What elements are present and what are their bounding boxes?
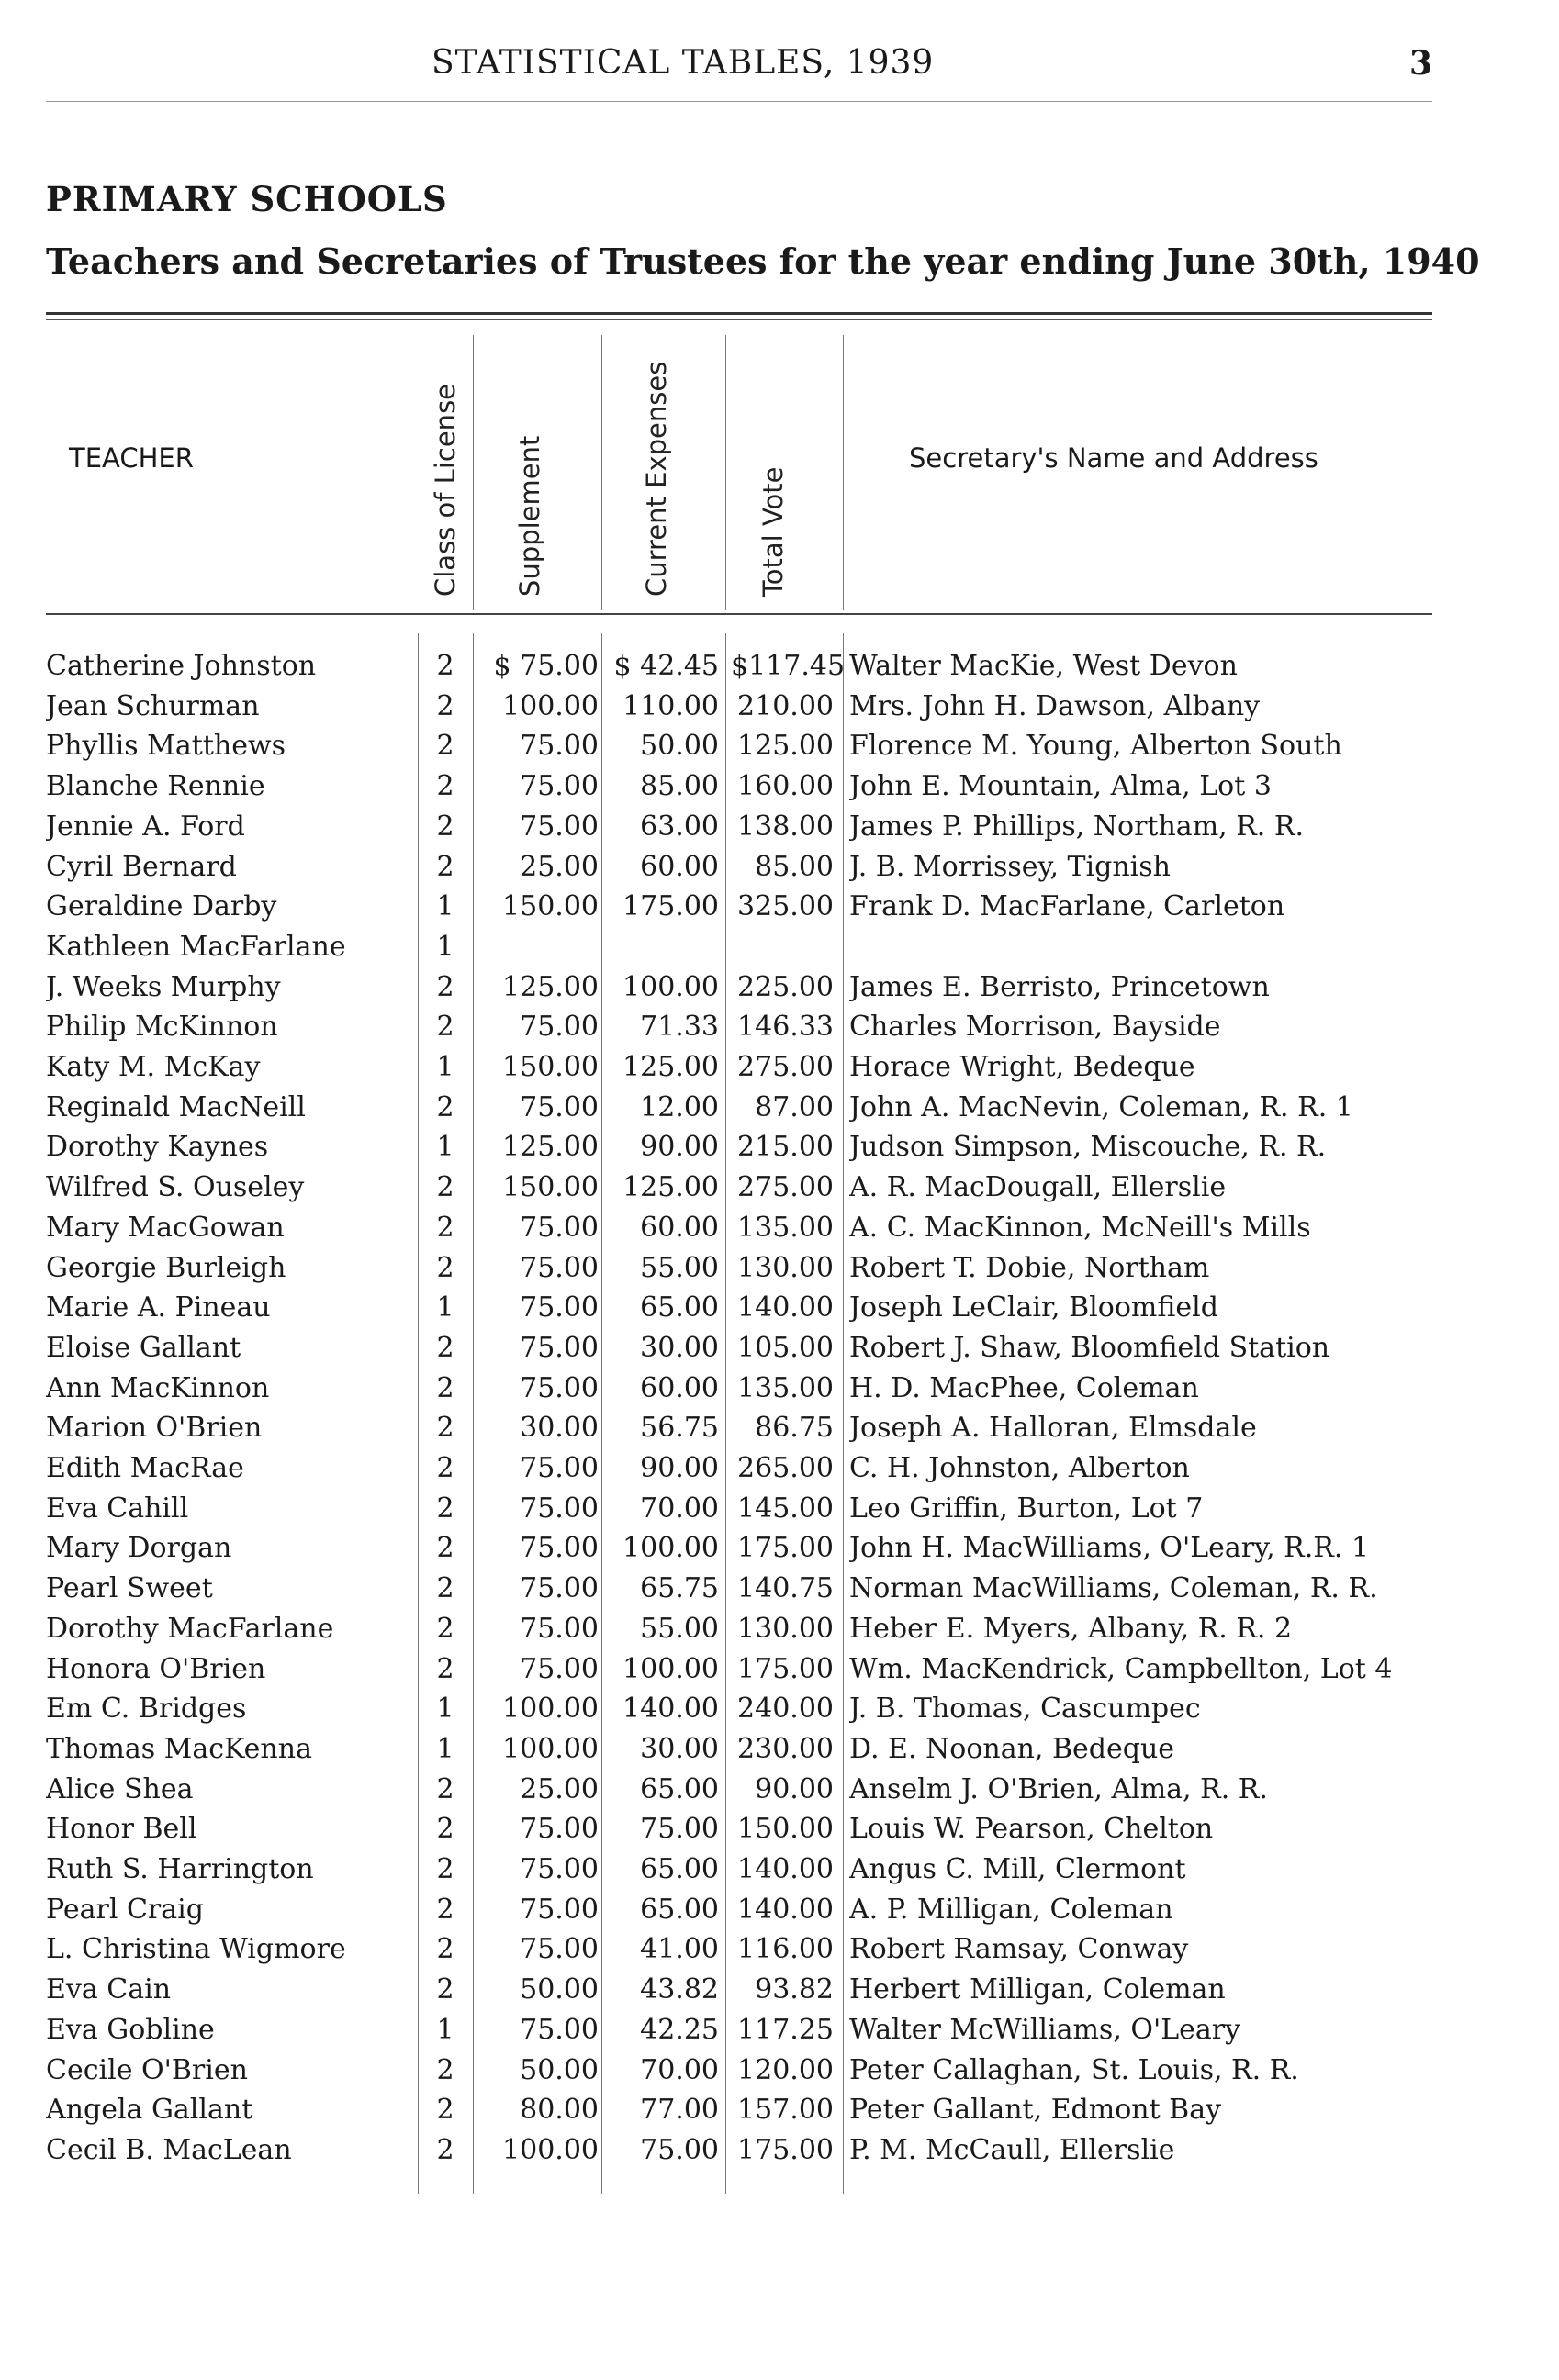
supplement-cell: 25.00 bbox=[520, 1772, 599, 1805]
class-cell: 2 bbox=[436, 689, 454, 722]
class-cell: 2 bbox=[436, 1412, 454, 1445]
class-cell: 2 bbox=[436, 2133, 454, 2166]
table-row bbox=[0, 1773, 1559, 1814]
total-vote-cell: 135.00 bbox=[737, 1211, 834, 1244]
class-cell: 2 bbox=[436, 1452, 454, 1484]
teacher-cell: Eva Gobline bbox=[46, 2013, 215, 2046]
total-vote-cell: 325.00 bbox=[737, 890, 834, 923]
secretary-cell: Angus C. Mill, Clermont bbox=[849, 1853, 1186, 1885]
secretary-cell: Anselm J. O'Brien, Alma, R. R. bbox=[849, 1772, 1268, 1805]
total-vote-cell: 275.00 bbox=[737, 1051, 834, 1083]
header-teacher: TEACHER bbox=[69, 442, 194, 474]
table-row bbox=[0, 2094, 1559, 2134]
secretary-cell: Judson Simpson, Miscouche, R. R. bbox=[849, 1131, 1327, 1164]
table-row bbox=[0, 971, 1559, 1011]
current-expenses-cell: 50.00 bbox=[640, 730, 719, 763]
supplement-cell: 75.00 bbox=[520, 1011, 599, 1044]
secretary-cell: Charles Morrison, Bayside bbox=[849, 1011, 1221, 1044]
secretary-cell: Mrs. John H. Dawson, Albany bbox=[849, 689, 1261, 722]
secretary-cell: Leo Griffin, Burton, Lot 7 bbox=[849, 1492, 1204, 1525]
subtitle: Teachers and Secretaries of Trustees for the year ending June 30th, 1940 bbox=[46, 240, 1480, 282]
supplement-cell: 75.00 bbox=[520, 1813, 599, 1846]
header-rule bbox=[46, 101, 1432, 102]
current-expenses-cell: 75.00 bbox=[640, 2133, 719, 2166]
class-cell: 2 bbox=[436, 1211, 454, 1244]
teacher-cell: Philip McKinnon bbox=[46, 1011, 278, 1044]
teacher-cell: Georgie Burleigh bbox=[46, 1251, 286, 1284]
teacher-cell: Pearl Sweet bbox=[46, 1572, 213, 1605]
current-expenses-cell: 30.00 bbox=[640, 1331, 719, 1364]
secretary-cell: Wm. MacKendrick, Campbellton, Lot 4 bbox=[849, 1652, 1393, 1685]
class-cell: 2 bbox=[436, 1612, 454, 1645]
supplement-cell: 75.00 bbox=[520, 810, 599, 843]
class-cell: 2 bbox=[436, 1893, 454, 1926]
teacher-cell: Marie A. Pineau bbox=[46, 1291, 271, 1324]
current-expenses-cell: 60.00 bbox=[640, 1211, 719, 1244]
supplement-cell: 100.00 bbox=[502, 689, 599, 722]
header-class-of-license: Class of License bbox=[430, 383, 461, 597]
supplement-cell: 75.00 bbox=[520, 1893, 599, 1926]
total-vote-cell: 157.00 bbox=[737, 2094, 834, 2127]
current-expenses-cell: 100.00 bbox=[622, 1652, 719, 1685]
teacher-cell: Thomas MacKenna bbox=[46, 1732, 312, 1765]
secretary-cell: John H. MacWilliams, O'Leary, R.R. 1 bbox=[849, 1532, 1370, 1565]
table-row bbox=[0, 1091, 1559, 1132]
class-cell: 1 bbox=[436, 1291, 454, 1324]
header-divider-2 bbox=[601, 335, 602, 610]
supplement-cell: 50.00 bbox=[520, 2053, 599, 2086]
table-row bbox=[0, 1412, 1559, 1452]
supplement-cell: 50.00 bbox=[520, 1973, 599, 2006]
teacher-cell: Eva Cahill bbox=[46, 1492, 189, 1525]
teacher-cell: Dorothy Kaynes bbox=[46, 1131, 269, 1164]
total-vote-cell: 140.75 bbox=[737, 1572, 834, 1605]
teacher-cell: Dorothy MacFarlane bbox=[46, 1612, 334, 1645]
class-cell: 2 bbox=[436, 1371, 454, 1404]
current-expenses-cell: 75.00 bbox=[640, 1813, 719, 1846]
total-vote-cell: 175.00 bbox=[737, 2133, 834, 2166]
supplement-cell: 75.00 bbox=[520, 1572, 599, 1605]
class-cell: 2 bbox=[436, 1572, 454, 1605]
current-expenses-cell: 65.00 bbox=[640, 1853, 719, 1885]
class-cell: 1 bbox=[436, 1051, 454, 1083]
table-top-rule-2 bbox=[46, 319, 1432, 320]
header-total-vote: Total Vote bbox=[757, 466, 789, 597]
secretary-cell: Joseph LeClair, Bloomfield bbox=[849, 1291, 1218, 1324]
table-row bbox=[0, 1252, 1559, 1292]
secretary-cell: J. B. Morrissey, Tignish bbox=[849, 850, 1171, 883]
teacher-cell: Catherine Johnston bbox=[46, 650, 317, 682]
current-expenses-cell: 56.75 bbox=[640, 1412, 719, 1445]
table-row bbox=[0, 730, 1559, 770]
total-vote-cell: 116.00 bbox=[737, 1933, 834, 1966]
section-title: PRIMARY SCHOOLS bbox=[46, 179, 448, 219]
current-expenses-cell: 30.00 bbox=[640, 1732, 719, 1765]
table-row bbox=[0, 1813, 1559, 1853]
class-cell: 2 bbox=[436, 1090, 454, 1123]
current-expenses-cell: 12.00 bbox=[640, 1090, 719, 1123]
teacher-cell: Marion O'Brien bbox=[46, 1412, 263, 1445]
secretary-cell: J. B. Thomas, Cascumpec bbox=[849, 1693, 1201, 1726]
total-vote-cell: 140.00 bbox=[737, 1291, 834, 1324]
teacher-cell: Phyllis Matthews bbox=[46, 730, 286, 763]
teacher-cell: Geraldine Darby bbox=[46, 890, 277, 923]
table-row bbox=[0, 810, 1559, 851]
table-row bbox=[0, 650, 1559, 690]
secretary-cell: Robert Ramsay, Conway bbox=[849, 1933, 1189, 1966]
table-row bbox=[0, 1613, 1559, 1653]
total-vote-cell: 175.00 bbox=[737, 1532, 834, 1565]
total-vote-cell: 138.00 bbox=[737, 810, 834, 843]
secretary-cell: Florence M. Young, Alberton South bbox=[849, 730, 1342, 763]
header-divider-4 bbox=[843, 335, 844, 610]
secretary-cell: C. H. Johnston, Alberton bbox=[849, 1452, 1190, 1484]
supplement-cell: 100.00 bbox=[502, 1693, 599, 1726]
total-vote-cell: 146.33 bbox=[737, 1011, 834, 1044]
secretary-cell: Robert T. Dobie, Northam bbox=[849, 1251, 1210, 1284]
total-vote-cell: 117.25 bbox=[737, 2013, 834, 2046]
class-cell: 2 bbox=[436, 1652, 454, 1685]
current-expenses-cell: 90.00 bbox=[640, 1452, 719, 1484]
teacher-cell: Honora O'Brien bbox=[46, 1652, 266, 1685]
teacher-cell: Jennie A. Ford bbox=[46, 810, 245, 843]
table-row bbox=[0, 2054, 1559, 2095]
total-vote-cell: 87.00 bbox=[755, 1090, 834, 1123]
class-cell: 2 bbox=[436, 1772, 454, 1805]
class-cell: 2 bbox=[436, 1973, 454, 2006]
total-vote-cell: 130.00 bbox=[737, 1612, 834, 1645]
secretary-cell: Norman MacWilliams, Coleman, R. R. bbox=[849, 1572, 1378, 1605]
current-expenses-cell: 63.00 bbox=[640, 810, 719, 843]
current-expenses-cell: 90.00 bbox=[640, 1131, 719, 1164]
secretary-cell: Frank D. MacFarlane, Carleton bbox=[849, 890, 1285, 923]
secretary-cell: James P. Phillips, Northam, R. R. bbox=[849, 810, 1304, 843]
total-vote-cell: 275.00 bbox=[737, 1171, 834, 1204]
total-vote-cell: 160.00 bbox=[737, 770, 834, 803]
total-vote-cell: 210.00 bbox=[737, 689, 834, 722]
total-vote-cell: 150.00 bbox=[737, 1813, 834, 1846]
supplement-cell: 100.00 bbox=[502, 2133, 599, 2166]
teacher-cell: Mary MacGowan bbox=[46, 1211, 285, 1244]
supplement-cell: 150.00 bbox=[502, 890, 599, 923]
current-expenses-cell: 65.00 bbox=[640, 1772, 719, 1805]
total-vote-cell: 135.00 bbox=[737, 1371, 834, 1404]
page-number: 3 bbox=[1409, 44, 1433, 83]
header-supplement: Supplement bbox=[514, 435, 545, 597]
teacher-cell: Pearl Craig bbox=[46, 1893, 204, 1926]
class-cell: 1 bbox=[436, 930, 454, 963]
class-cell: 2 bbox=[436, 2053, 454, 2086]
supplement-cell: 80.00 bbox=[520, 2094, 599, 2127]
class-cell: 2 bbox=[436, 810, 454, 843]
total-vote-cell: 120.00 bbox=[737, 2053, 834, 2086]
secretary-cell: H. D. MacPhee, Coleman bbox=[849, 1371, 1199, 1404]
secretary-cell: John E. Mountain, Alma, Lot 3 bbox=[849, 770, 1272, 803]
total-vote-cell: 265.00 bbox=[737, 1452, 834, 1484]
table-row bbox=[0, 1532, 1559, 1572]
teacher-cell: Honor Bell bbox=[46, 1813, 197, 1846]
supplement-cell: 125.00 bbox=[502, 970, 599, 1003]
current-expenses-cell: 55.00 bbox=[640, 1251, 719, 1284]
secretary-cell: A. P. Milligan, Coleman bbox=[849, 1893, 1173, 1926]
current-expenses-cell: 77.00 bbox=[640, 2094, 719, 2127]
current-expenses-cell: 85.00 bbox=[640, 770, 719, 803]
class-cell: 2 bbox=[436, 1011, 454, 1044]
supplement-cell: 75.00 bbox=[520, 1532, 599, 1565]
supplement-cell: 75.00 bbox=[520, 1652, 599, 1685]
secretary-cell: Horace Wright, Bedeque bbox=[849, 1051, 1195, 1083]
header-bottom-rule bbox=[46, 613, 1432, 615]
current-expenses-cell: 65.75 bbox=[640, 1572, 719, 1605]
secretary-cell: A. R. MacDougall, Ellerslie bbox=[849, 1171, 1227, 1204]
secretary-cell: D. E. Noonan, Bedeque bbox=[849, 1732, 1175, 1765]
current-expenses-cell: $ 42.45 bbox=[613, 650, 719, 682]
supplement-cell: 150.00 bbox=[502, 1171, 599, 1204]
table-row bbox=[0, 1492, 1559, 1533]
table-row bbox=[0, 890, 1559, 931]
teacher-cell: Cecil B. MacLean bbox=[46, 2133, 292, 2166]
teacher-cell: Eva Cain bbox=[46, 1973, 172, 2006]
secretary-cell: John A. MacNevin, Coleman, R. R. 1 bbox=[849, 1090, 1353, 1123]
teacher-cell: Em C. Bridges bbox=[46, 1693, 247, 1726]
total-vote-cell: 175.00 bbox=[737, 1652, 834, 1685]
teacher-cell: L. Christina Wigmore bbox=[46, 1933, 346, 1966]
secretary-cell: A. C. MacKinnon, McNeill's Mills bbox=[849, 1211, 1311, 1244]
supplement-cell: 75.00 bbox=[520, 2013, 599, 2046]
table-row bbox=[0, 1171, 1559, 1212]
supplement-cell: 75.00 bbox=[520, 770, 599, 803]
table-row bbox=[0, 690, 1559, 731]
class-cell: 2 bbox=[436, 1813, 454, 1846]
supplement-cell: 30.00 bbox=[520, 1412, 599, 1445]
supplement-cell: 75.00 bbox=[520, 1090, 599, 1123]
teacher-cell: Wilfred S. Ouseley bbox=[46, 1171, 305, 1204]
current-expenses-cell: 65.00 bbox=[640, 1893, 719, 1926]
teacher-cell: Angela Gallant bbox=[46, 2094, 253, 2127]
total-vote-cell: 140.00 bbox=[737, 1893, 834, 1926]
supplement-cell: 75.00 bbox=[520, 1492, 599, 1525]
total-vote-cell: 230.00 bbox=[737, 1732, 834, 1765]
current-expenses-cell: 60.00 bbox=[640, 1371, 719, 1404]
total-vote-cell: 125.00 bbox=[737, 730, 834, 763]
supplement-cell: 125.00 bbox=[502, 1131, 599, 1164]
table-row bbox=[0, 851, 1559, 891]
table-row bbox=[0, 1853, 1559, 1894]
teacher-cell: Edith MacRae bbox=[46, 1452, 244, 1484]
current-expenses-cell: 65.00 bbox=[640, 1291, 719, 1324]
total-vote-cell: 145.00 bbox=[737, 1492, 834, 1525]
total-vote-cell: 240.00 bbox=[737, 1693, 834, 1726]
table-row bbox=[0, 1291, 1559, 1332]
class-cell: 1 bbox=[436, 1732, 454, 1765]
table-row bbox=[0, 931, 1559, 971]
table-row bbox=[0, 1332, 1559, 1372]
header-current-expenses: Current Expenses bbox=[641, 361, 672, 597]
running-header bbox=[0, 44, 1559, 99]
current-expenses-cell: 125.00 bbox=[622, 1051, 719, 1083]
table-row bbox=[0, 1733, 1559, 1773]
secretary-cell: Walter McWilliams, O'Leary bbox=[849, 2013, 1241, 2046]
teacher-cell: Jean Schurman bbox=[46, 689, 260, 722]
table-row bbox=[0, 1011, 1559, 1051]
supplement-cell: 75.00 bbox=[520, 1612, 599, 1645]
current-expenses-cell: 71.33 bbox=[640, 1011, 719, 1044]
teacher-cell: Ann MacKinnon bbox=[46, 1371, 270, 1404]
class-cell: 2 bbox=[436, 650, 454, 682]
teacher-cell: Eloise Gallant bbox=[46, 1331, 241, 1364]
current-expenses-cell: 175.00 bbox=[622, 890, 719, 923]
supplement-cell: 75.00 bbox=[520, 1371, 599, 1404]
current-expenses-cell: 70.00 bbox=[640, 1492, 719, 1525]
running-head: STATISTICAL TABLES, 1939 bbox=[432, 44, 935, 82]
table-row bbox=[0, 1131, 1559, 1171]
current-expenses-cell: 43.82 bbox=[640, 1973, 719, 2006]
current-expenses-cell: 42.25 bbox=[640, 2013, 719, 2046]
header-divider-3 bbox=[725, 335, 726, 610]
table-row bbox=[0, 1973, 1559, 2014]
current-expenses-cell: 100.00 bbox=[622, 970, 719, 1003]
current-expenses-cell: 55.00 bbox=[640, 1612, 719, 1645]
class-cell: 2 bbox=[436, 1532, 454, 1565]
secretary-cell: Heber E. Myers, Albany, R. R. 2 bbox=[849, 1612, 1293, 1645]
class-cell: 2 bbox=[436, 770, 454, 803]
supplement-cell: 75.00 bbox=[520, 1291, 599, 1324]
total-vote-cell: $117.45 bbox=[731, 650, 846, 682]
secretary-cell: P. M. McCaull, Ellerslie bbox=[849, 2133, 1175, 2166]
secretary-cell: Herbert Milligan, Coleman bbox=[849, 1973, 1226, 2006]
teacher-cell: Reginald MacNeill bbox=[46, 1090, 306, 1123]
class-cell: 2 bbox=[436, 1933, 454, 1966]
teacher-cell: Kathleen MacFarlane bbox=[46, 930, 346, 963]
total-vote-cell: 225.00 bbox=[737, 970, 834, 1003]
class-cell: 2 bbox=[436, 1853, 454, 1885]
table-row bbox=[0, 1051, 1559, 1091]
table-row bbox=[0, 1653, 1559, 1693]
supplement-cell: 75.00 bbox=[520, 730, 599, 763]
teacher-cell: Ruth S. Harrington bbox=[46, 1853, 314, 1885]
table-row bbox=[0, 1372, 1559, 1413]
table-row bbox=[0, 1212, 1559, 1252]
current-expenses-cell: 41.00 bbox=[640, 1933, 719, 1966]
supplement-cell: 100.00 bbox=[502, 1732, 599, 1765]
table-row bbox=[0, 2014, 1559, 2054]
secretary-cell: Joseph A. Halloran, Elmsdale bbox=[849, 1412, 1257, 1445]
supplement-cell: 75.00 bbox=[520, 1452, 599, 1484]
teacher-cell: Blanche Rennie bbox=[46, 770, 265, 803]
supplement-cell: $ 75.00 bbox=[493, 650, 599, 682]
teacher-cell: Alice Shea bbox=[46, 1772, 194, 1805]
teacher-cell: Cecile O'Brien bbox=[46, 2053, 248, 2086]
current-expenses-cell: 60.00 bbox=[640, 850, 719, 883]
current-expenses-cell: 140.00 bbox=[622, 1693, 719, 1726]
current-expenses-cell: 100.00 bbox=[622, 1532, 719, 1565]
table-row bbox=[0, 1933, 1559, 1973]
total-vote-cell: 93.82 bbox=[755, 1973, 834, 2006]
class-cell: 2 bbox=[436, 1251, 454, 1284]
class-cell: 2 bbox=[436, 970, 454, 1003]
current-expenses-cell: 70.00 bbox=[640, 2053, 719, 2086]
current-expenses-cell: 110.00 bbox=[622, 689, 719, 722]
total-vote-cell: 85.00 bbox=[755, 850, 834, 883]
total-vote-cell: 90.00 bbox=[755, 1772, 834, 1805]
table-row bbox=[0, 1572, 1559, 1613]
total-vote-cell: 105.00 bbox=[737, 1331, 834, 1364]
supplement-cell: 75.00 bbox=[520, 1853, 599, 1885]
class-cell: 1 bbox=[436, 1131, 454, 1164]
teacher-cell: Mary Dorgan bbox=[46, 1532, 232, 1565]
class-cell: 2 bbox=[436, 730, 454, 763]
teacher-cell: Katy M. McKay bbox=[46, 1051, 261, 1083]
supplement-cell: 75.00 bbox=[520, 1331, 599, 1364]
total-vote-cell: 86.75 bbox=[755, 1412, 834, 1445]
table-row bbox=[0, 1452, 1559, 1492]
supplement-cell: 75.00 bbox=[520, 1211, 599, 1244]
total-vote-cell: 140.00 bbox=[737, 1853, 834, 1885]
class-cell: 1 bbox=[436, 2013, 454, 2046]
secretary-cell: James E. Berristo, Princetown bbox=[849, 970, 1270, 1003]
class-cell: 2 bbox=[436, 1331, 454, 1364]
class-cell: 1 bbox=[436, 890, 454, 923]
secretary-cell: Robert J. Shaw, Bloomfield Station bbox=[849, 1331, 1330, 1364]
header-divider-1 bbox=[473, 335, 474, 610]
secretary-cell: Walter MacKie, West Devon bbox=[849, 650, 1238, 682]
secretary-cell: Peter Gallant, Edmont Bay bbox=[849, 2094, 1222, 2127]
supplement-cell: 25.00 bbox=[520, 850, 599, 883]
teacher-cell: Cyril Bernard bbox=[46, 850, 237, 883]
table-row bbox=[0, 1894, 1559, 1934]
teacher-cell: J. Weeks Murphy bbox=[46, 970, 281, 1003]
class-cell: 1 bbox=[436, 1693, 454, 1726]
secretary-cell: Peter Callaghan, St. Louis, R. R. bbox=[849, 2053, 1299, 2086]
table-row bbox=[0, 1693, 1559, 1733]
supplement-cell: 75.00 bbox=[520, 1251, 599, 1284]
header-secretary: Secretary's Name and Address bbox=[909, 442, 1318, 474]
class-cell: 2 bbox=[436, 2094, 454, 2127]
table-row bbox=[0, 2134, 1559, 2174]
class-cell: 2 bbox=[436, 1171, 454, 1204]
class-cell: 2 bbox=[436, 1492, 454, 1525]
total-vote-cell: 215.00 bbox=[737, 1131, 834, 1164]
table-row bbox=[0, 770, 1559, 810]
class-cell: 2 bbox=[436, 850, 454, 883]
secretary-cell: Louis W. Pearson, Chelton bbox=[849, 1813, 1214, 1846]
supplement-cell: 75.00 bbox=[520, 1933, 599, 1966]
total-vote-cell: 130.00 bbox=[737, 1251, 834, 1284]
supplement-cell: 150.00 bbox=[502, 1051, 599, 1083]
current-expenses-cell: 125.00 bbox=[622, 1171, 719, 1204]
table-top-rule bbox=[46, 312, 1432, 315]
